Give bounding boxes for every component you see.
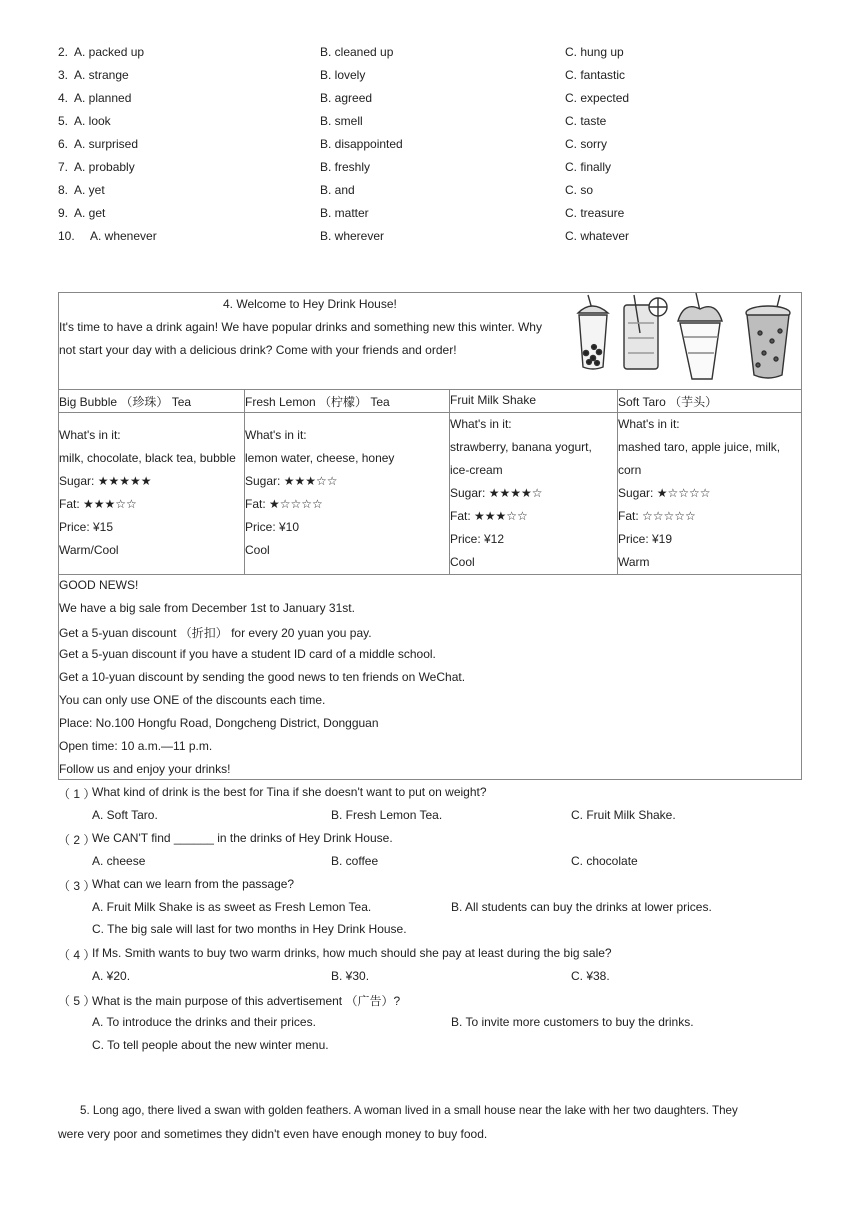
drink-name: Fresh Lemon （柠檬） Tea	[245, 395, 390, 409]
news-line: Place: No.100 Hongfu Road, Dongcheng District, Dongguan	[59, 716, 379, 730]
choice-c: C. finally	[565, 160, 612, 174]
option-c: C. To tell people about the new winter menu.	[92, 1038, 329, 1052]
choice-number: 6.	[58, 137, 69, 151]
drink-detail: Sugar: ★★★☆☆	[245, 474, 338, 488]
drink-detail: Warm/Cool	[59, 543, 119, 557]
drink-detail: Cool	[450, 555, 475, 569]
choice-row	[58, 206, 818, 226]
news-line: Follow us and enjoy your drinks!	[59, 762, 231, 776]
choice-number: 2.	[58, 45, 69, 59]
choice-a: A. planned	[74, 91, 132, 105]
drink-detail: Sugar: ★★★★☆	[450, 486, 543, 500]
drink-detail: Fat: ★★★☆☆	[59, 497, 137, 511]
choice-b: B. matter	[320, 206, 369, 220]
choice-row	[58, 229, 818, 249]
option-c: C. chocolate	[571, 854, 638, 868]
drink-detail: What's in it:	[245, 428, 307, 442]
ad-title: 4. Welcome to Hey Drink House!	[223, 297, 397, 311]
drink-detail: Sugar: ★☆☆☆☆	[618, 486, 711, 500]
ad-intro-line: It's time to have a drink again! We have popular drinks and something new this winter. Why	[59, 320, 542, 334]
drink-detail: Fat: ★☆☆☆☆	[245, 497, 323, 511]
news-line: You can only use ONE of the discounts each time.	[59, 693, 326, 707]
choice-b: B. cleaned up	[320, 45, 394, 59]
lemon-drink-icon	[624, 295, 667, 369]
drink-detail: Cool	[245, 543, 270, 557]
choice-number: 9.	[58, 206, 69, 220]
question-text: We CAN'T find ______ in the drinks of Hey Drink House.	[92, 831, 393, 845]
milk-shake-icon	[678, 293, 722, 379]
choice-a: A. whenever	[90, 229, 157, 243]
question-text: If Ms. Smith wants to buy two warm drinks, how much should she pay at least during the big sale?	[92, 946, 612, 960]
bubble-tea-cup-icon	[578, 295, 608, 369]
drink-name: Soft Taro （芋头）	[618, 395, 718, 409]
choice-a: A. packed up	[74, 45, 145, 59]
passage-line: 5. Long ago, there lived a swan with golden feathers. A woman lived in a small house near the lake with her two daughters. They	[80, 1104, 738, 1117]
option-c: C. Fruit Milk Shake.	[571, 808, 676, 822]
ad-intro-line: not start your day with a delicious drink? Come with your friends and order!	[59, 343, 457, 357]
drink-detail: Warm	[618, 555, 650, 569]
choice-number: 10.	[58, 229, 75, 243]
news-line: Open time: 10 a.m.—11 p.m.	[59, 739, 213, 753]
choice-a: A. probably	[74, 160, 135, 174]
choice-a: A. get	[74, 206, 106, 220]
question-number: （ 5 ）	[58, 994, 96, 1008]
choice-row	[58, 114, 818, 134]
question-number: （ 2 ）	[58, 833, 96, 847]
choice-a: A. surprised	[74, 137, 139, 151]
news-line: Get a 10-yuan discount by sending the good news to ten friends on WeChat.	[59, 670, 466, 684]
drink-detail: What's in it:	[59, 428, 121, 442]
option-c: C. ¥38.	[571, 969, 610, 983]
choice-number: 4.	[58, 91, 69, 105]
choice-number: 7.	[58, 160, 69, 174]
option-a: A. Fruit Milk Shake is as sweet as Fresh Lemon Tea.	[92, 900, 372, 914]
news-line: We have a big sale from December 1st to January 31st.	[59, 601, 355, 615]
choice-b: B. freshly	[320, 160, 371, 174]
drink-name: Fruit Milk Shake	[450, 393, 537, 407]
choice-c: C. so	[565, 183, 594, 197]
drink-detail: What's in it:	[618, 417, 680, 431]
option-a: A. Soft Taro.	[92, 808, 158, 822]
drink-detail: Price: ¥15	[59, 520, 114, 534]
option-a: A. cheese	[92, 854, 146, 868]
option-a: A. ¥20.	[92, 969, 131, 983]
drink-detail: Price: ¥10	[245, 520, 300, 534]
choice-c: C. sorry	[565, 137, 607, 151]
divider	[59, 412, 801, 413]
choice-c: C. taste	[565, 114, 607, 128]
drink-detail: Price: ¥12	[450, 532, 505, 546]
drink-detail: milk, chocolate, black tea, bubble	[59, 451, 236, 465]
news-line: Get a 5-yuan discount if you have a student ID card of a middle school.	[59, 647, 436, 661]
drink-detail: Sugar: ★★★★★	[59, 474, 152, 488]
choice-b: B. wherever	[320, 229, 385, 243]
news-line: Get a 5-yuan discount （折扣） for every 20 yuan you pay.	[59, 626, 372, 640]
advertisement-card	[58, 292, 802, 780]
drink-detail: What's in it:	[450, 417, 512, 431]
drink-detail: lemon water, cheese, honey	[245, 451, 395, 465]
option-b: B. coffee	[331, 854, 379, 868]
option-b: B. Fresh Lemon Tea.	[331, 808, 443, 822]
choice-row	[58, 183, 818, 203]
choice-b: B. and	[320, 183, 355, 197]
drink-detail: Fat: ★★★☆☆	[450, 509, 528, 523]
choice-a: A. look	[74, 114, 111, 128]
choice-c: C. fantastic	[565, 68, 626, 82]
divider	[59, 574, 801, 575]
choice-b: B. smell	[320, 114, 363, 128]
choice-row	[58, 160, 818, 180]
choice-row	[58, 68, 818, 88]
option-a: A. To introduce the drinks and their prices.	[92, 1015, 316, 1029]
drink-detail: corn	[618, 463, 642, 477]
question-text: What can we learn from the passage?	[92, 877, 295, 891]
drink-detail: mashed taro, apple juice, milk,	[618, 440, 781, 454]
drink-detail: strawberry, banana yogurt,	[450, 440, 592, 454]
choice-b: B. agreed	[320, 91, 373, 105]
choice-number: 8.	[58, 183, 69, 197]
choice-b: B. disappointed	[320, 137, 403, 151]
choice-number: 3.	[58, 68, 69, 82]
choice-row	[58, 91, 818, 111]
question-number: （ 1 ）	[58, 787, 96, 801]
question-number: （ 3 ）	[58, 879, 96, 893]
question-text: What kind of drink is the best for Tina if she doesn't want to put on weight?	[92, 785, 487, 799]
choice-row	[58, 45, 818, 65]
choice-c: C. whatever	[565, 229, 630, 243]
option-b: B. To invite more customers to buy the drinks.	[451, 1015, 694, 1029]
passage-line: were very poor and sometimes they didn't even have enough money to buy food.	[58, 1127, 488, 1141]
choice-row	[58, 137, 818, 157]
drink-detail: ice-cream	[450, 463, 503, 477]
choice-c: C. hung up	[565, 45, 624, 59]
choice-number: 5.	[58, 114, 69, 128]
choice-c: C. treasure	[565, 206, 625, 220]
choice-a: A. strange	[74, 68, 129, 82]
option-c: C. The big sale will last for two months in Hey Drink House.	[92, 922, 407, 936]
drink-detail: Fat: ☆☆☆☆☆	[618, 509, 696, 523]
choice-b: B. lovely	[320, 68, 366, 82]
drink-name: Big Bubble （珍珠） Tea	[59, 395, 192, 409]
option-b: B. ¥30.	[331, 969, 370, 983]
choice-c: C. expected	[565, 91, 630, 105]
taro-drink-icon	[746, 295, 790, 378]
option-b: B. All students can buy the drinks at lower prices.	[451, 900, 712, 914]
divider	[59, 389, 801, 390]
drinks-illustration	[574, 293, 799, 385]
choice-a: A. yet	[74, 183, 105, 197]
news-line: GOOD NEWS!	[59, 578, 139, 592]
drink-detail: Price: ¥19	[618, 532, 673, 546]
question-number: （ 4 ）	[58, 948, 96, 962]
question-text: What is the main purpose of this advertisement （广告）?	[92, 994, 401, 1008]
